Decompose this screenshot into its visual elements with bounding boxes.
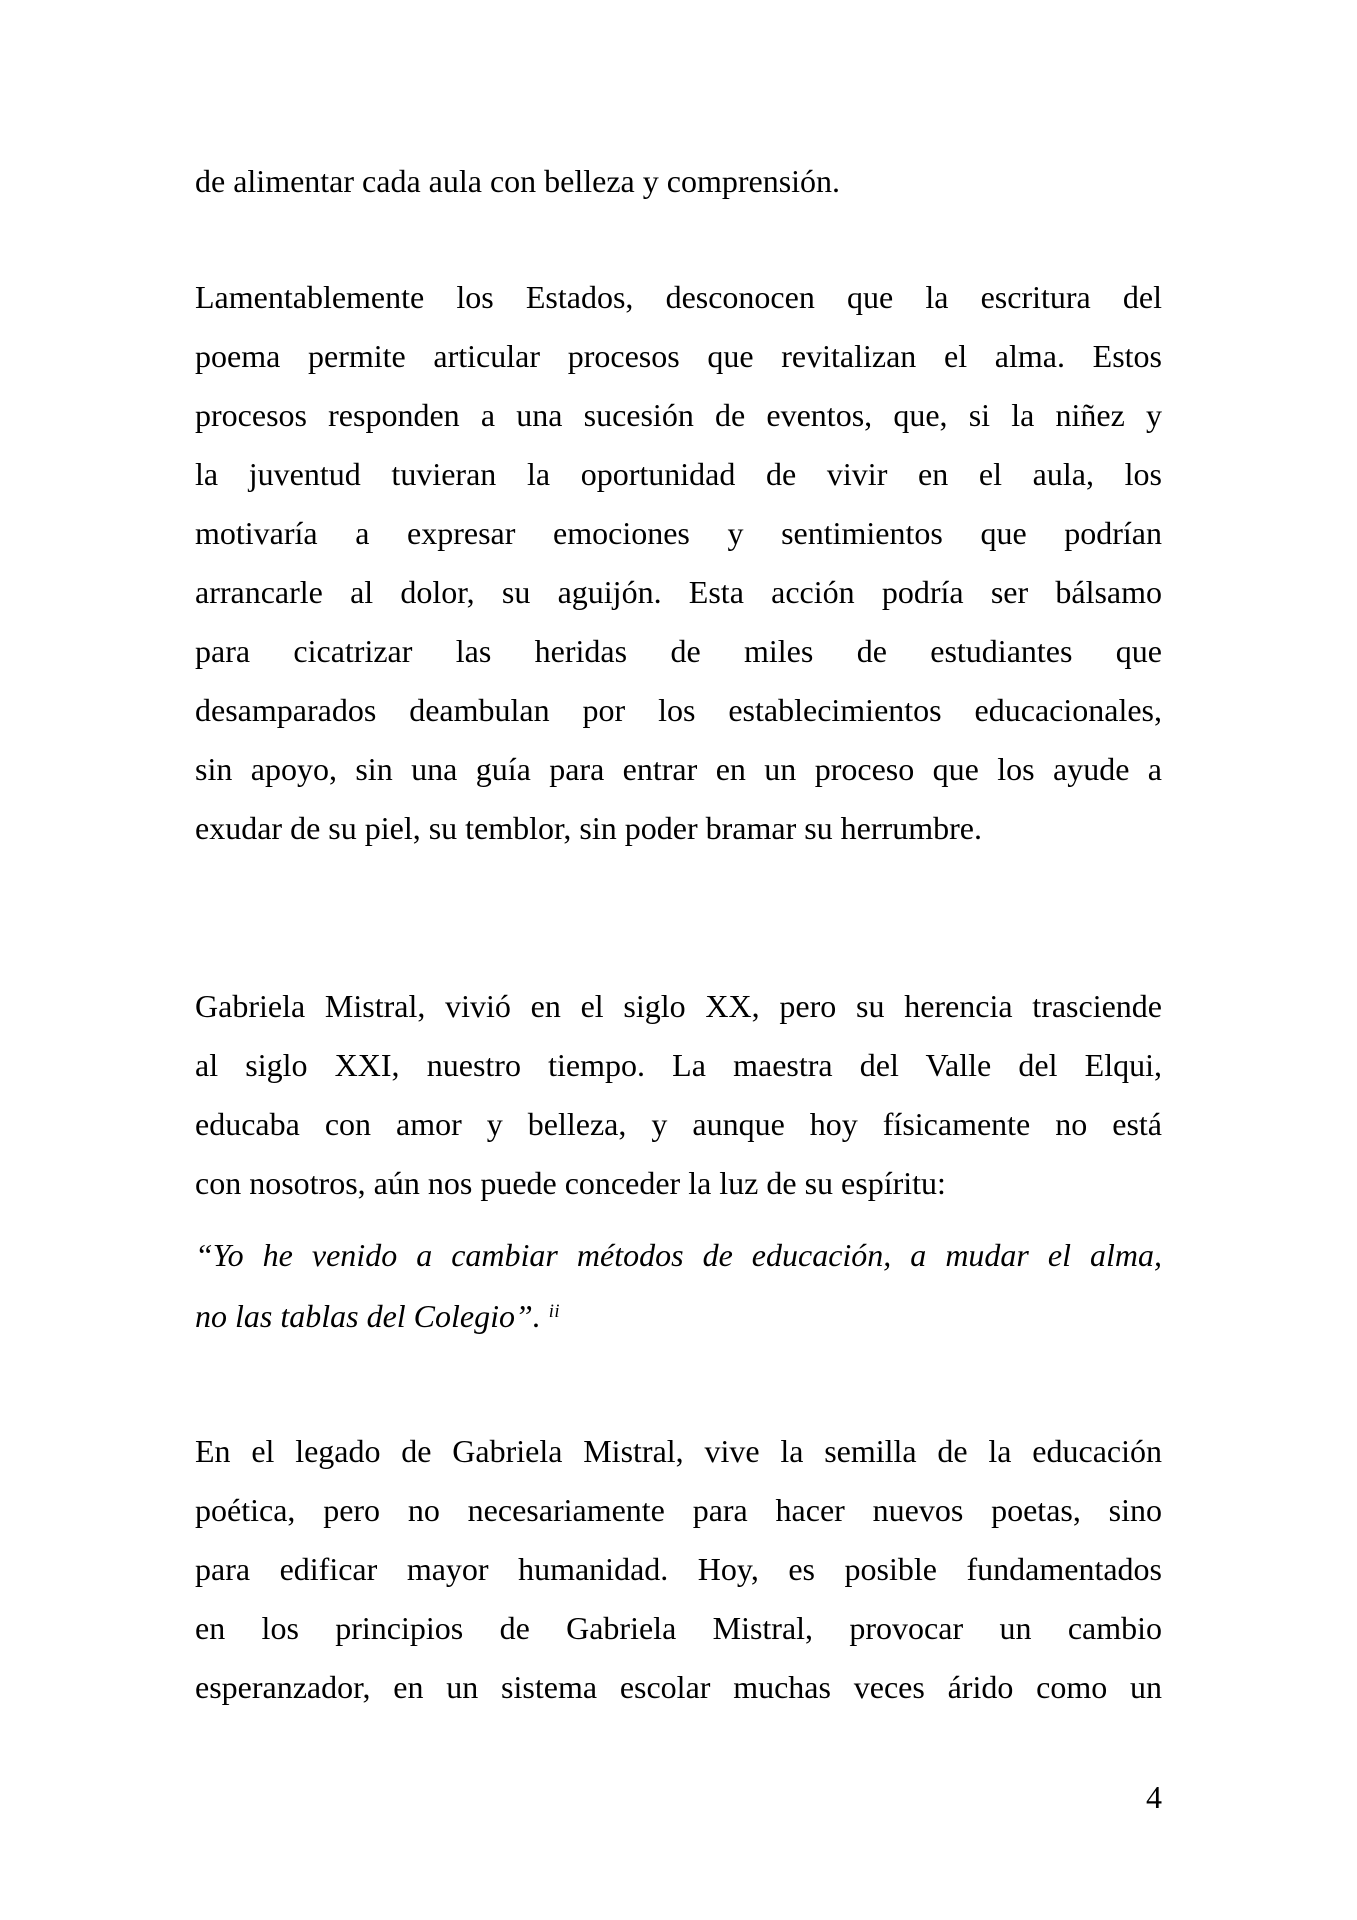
page-number: 4 <box>1146 1779 1162 1815</box>
paragraph-gabriela-mistral <box>195 977 1162 1213</box>
text-line: con nosotros, aún nos puede conceder la luz de su espíritu: <box>195 1165 946 1201</box>
text-line: procesos responden a una sucesión de eventos, que, si la niñez y <box>195 397 1162 433</box>
paragraph-lamentablemente <box>195 268 1162 858</box>
text-line: Gabriela Mistral, vivió en el siglo XX, pero su herencia trasciende <box>195 988 1162 1024</box>
text-line: En el legado de Gabriela Mistral, vive la semilla de la educación <box>195 1433 1162 1469</box>
page-content <box>195 152 1162 1827</box>
document-body <box>195 152 1162 1717</box>
text-line: para cicatrizar las heridas de miles de estudiantes que <box>195 633 1162 669</box>
endnote-marker: ii <box>548 1300 560 1322</box>
text-line: educaba con amor y belleza, y aunque hoy físicamente no está <box>195 1106 1162 1142</box>
text-line: desamparados deambulan por los establecimientos educacionales, <box>195 692 1162 728</box>
text-line: poema permite articular procesos que revitalizan el alma. Estos <box>195 338 1162 374</box>
text-line: motivaría a expresar emociones y sentimientos que podrían <box>195 515 1162 551</box>
paragraph-legado <box>195 1422 1162 1717</box>
text-line: al siglo XXI, nuestro tiempo. La maestra del Valle del Elqui, <box>195 1047 1162 1083</box>
quote-mistral <box>195 1225 1162 1347</box>
text-line: arrancarle al dolor, su aguijón. Esta acción podría ser bálsamo <box>195 574 1162 610</box>
text-line: “Yo he venido a cambiar métodos de educación, a mudar el alma, <box>195 1237 1162 1273</box>
text-line: en los principios de Gabriela Mistral, provocar un cambio <box>195 1610 1162 1646</box>
text-line: poética, pero no necesariamente para hacer nuevos poetas, sino <box>195 1492 1162 1528</box>
text-line: sin apoyo, sin una guía para entrar en un proceso que los ayude a <box>195 751 1162 787</box>
text-line: no las tablas del Colegio”. $^{ii}$ <box>195 1298 560 1334</box>
text-line: la juventud tuvieran la oportunidad de vivir en el aula, los <box>195 456 1162 492</box>
text-line: para edificar mayor humanidad. Hoy, es posible fundamentados <box>195 1551 1162 1587</box>
text-line: esperanzador, en un sistema escolar muchas veces árido como un <box>195 1669 1162 1705</box>
paragraph-alimentar <box>195 152 1162 211</box>
text-line: Lamentablemente los Estados, desconocen que la escritura del <box>195 279 1162 315</box>
text-line: de alimentar cada aula con belleza y comprensión. <box>195 163 841 199</box>
text-line: exudar de su piel, su temblor, sin poder bramar su herrumbre. <box>195 810 982 846</box>
